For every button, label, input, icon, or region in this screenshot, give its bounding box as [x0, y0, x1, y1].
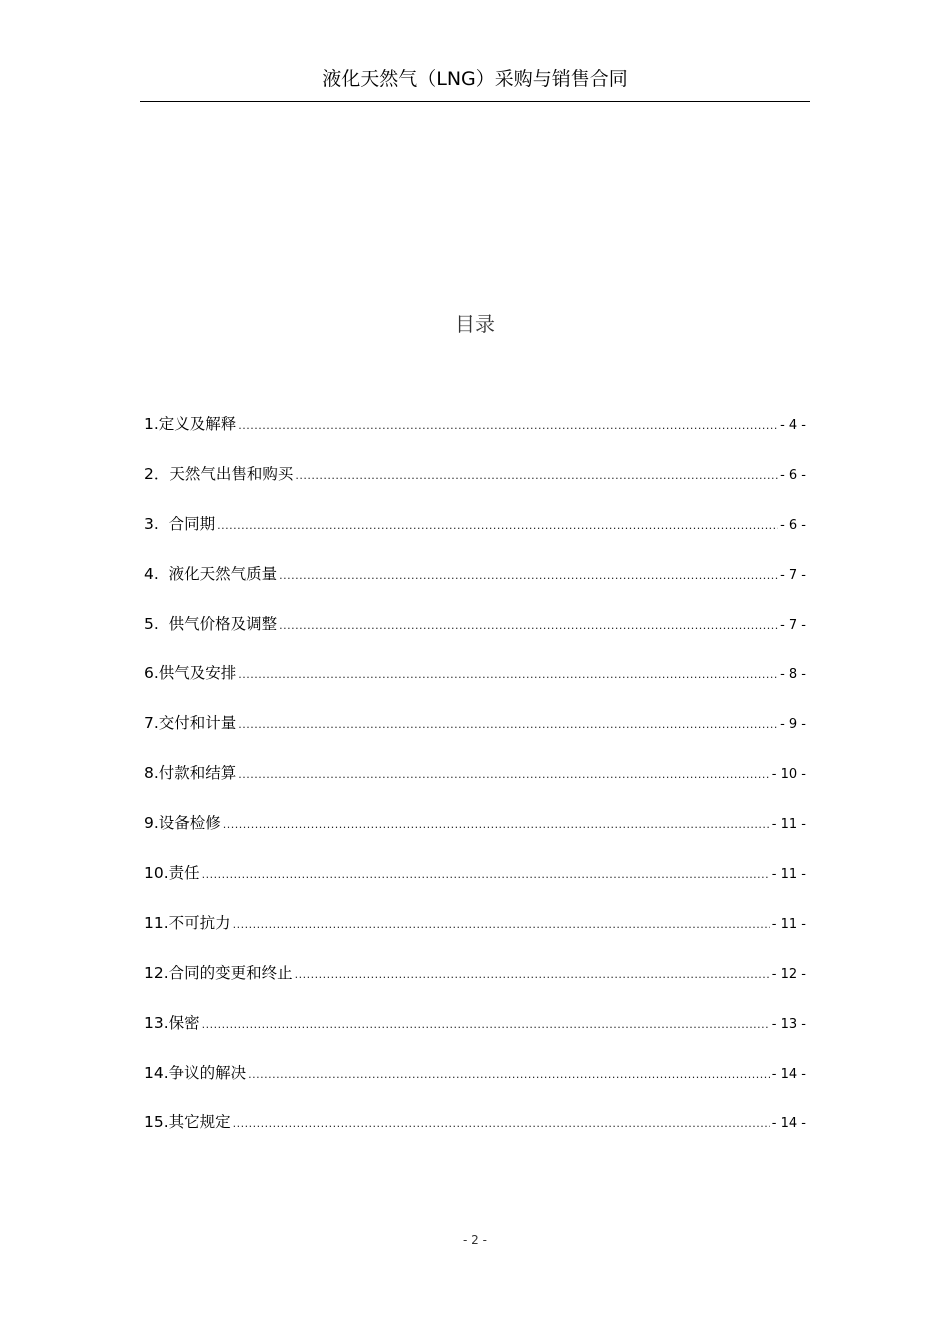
toc-entry-label: 2．天然气出售和购买	[144, 464, 294, 483]
toc-entry[interactable]	[144, 1111, 806, 1161]
toc-dot-leader	[238, 664, 778, 686]
toc-dot-leader	[248, 1064, 770, 1086]
toc-entry[interactable]	[144, 1012, 806, 1062]
toc-entry[interactable]	[144, 613, 806, 663]
toc-entry[interactable]	[144, 463, 806, 513]
toc-entry-page: - 7 -	[780, 617, 806, 633]
toc-dot-leader	[202, 864, 770, 886]
toc-entry[interactable]	[144, 1062, 806, 1112]
toc-entry[interactable]	[144, 563, 806, 613]
toc-entry-label: 9.设备检修	[144, 814, 221, 833]
toc-entry-page: - 10 -	[771, 767, 806, 783]
toc-entry[interactable]	[144, 912, 806, 962]
toc-entry[interactable]	[144, 413, 806, 463]
toc-dot-leader	[238, 764, 770, 786]
toc-entry[interactable]	[144, 762, 806, 812]
toc-dot-leader	[295, 465, 778, 487]
toc-dot-leader	[223, 814, 770, 836]
toc-entry-page: - 11 -	[771, 817, 806, 833]
toc-entry-page: - 14 -	[771, 1066, 806, 1082]
toc-entry-page: - 4 -	[780, 418, 806, 433]
toc-entry-page: - 11 -	[771, 916, 806, 932]
toc-dot-leader	[233, 914, 770, 936]
toc-entry-page: - 7 -	[780, 567, 806, 583]
toc-entry[interactable]	[144, 712, 806, 762]
toc-dot-leader	[233, 1113, 770, 1135]
toc-entry-label: 1.定义及解释	[144, 415, 237, 433]
toc-entry-label: 10.责任	[144, 864, 200, 883]
header-divider	[140, 101, 810, 102]
toc-entry-label: 7.交付和计量	[144, 714, 237, 733]
toc-entry[interactable]	[144, 962, 806, 1012]
toc-entry-label: 15.其它规定	[144, 1113, 231, 1132]
toc-entry-page: - 14 -	[771, 1116, 806, 1132]
toc-dot-leader	[238, 415, 778, 437]
toc-dot-leader	[238, 714, 778, 736]
toc-dot-leader	[217, 515, 778, 537]
toc-entry-label: 11.不可抗力	[144, 913, 231, 932]
toc-entry-page: - 9 -	[780, 717, 806, 733]
toc-entry-label: 13.保密	[144, 1013, 200, 1032]
toc-entry-page: - 12 -	[771, 966, 806, 982]
toc-dot-leader	[202, 1014, 770, 1036]
toc-entry-page: - 13 -	[771, 1016, 806, 1032]
toc-entry-label: 5. 供气价格及调整	[144, 614, 278, 633]
toc-title: 目录	[455, 312, 495, 336]
document-title: 液化天然气（LNG）采购与销售合同	[322, 68, 628, 90]
toc-entry-page: - 6 -	[780, 467, 806, 483]
toc-dot-leader	[279, 615, 778, 637]
toc-entry[interactable]	[144, 513, 806, 563]
table-of-contents	[144, 413, 806, 1161]
page-number: - 2 -	[463, 1233, 487, 1247]
toc-entry[interactable]	[144, 862, 806, 912]
toc-entry-label: 8.付款和结算	[144, 764, 237, 783]
toc-entry-label: 3. 合同期	[144, 514, 216, 533]
toc-entry[interactable]	[144, 662, 806, 712]
toc-entry-label: 4. 液化天然气质量	[144, 564, 278, 583]
toc-dot-leader	[279, 565, 778, 587]
toc-dot-leader	[295, 964, 770, 986]
toc-entry-label: 14.争议的解决	[144, 1063, 247, 1082]
toc-entry-page: - 6 -	[780, 517, 806, 533]
toc-entry[interactable]	[144, 812, 806, 862]
toc-entry-page: - 8 -	[780, 667, 806, 683]
toc-entry-label: 12.合同的变更和终止	[144, 963, 293, 982]
toc-entry-page: - 11 -	[771, 867, 806, 883]
toc-entry-label: 6.供气及安排	[144, 664, 237, 683]
